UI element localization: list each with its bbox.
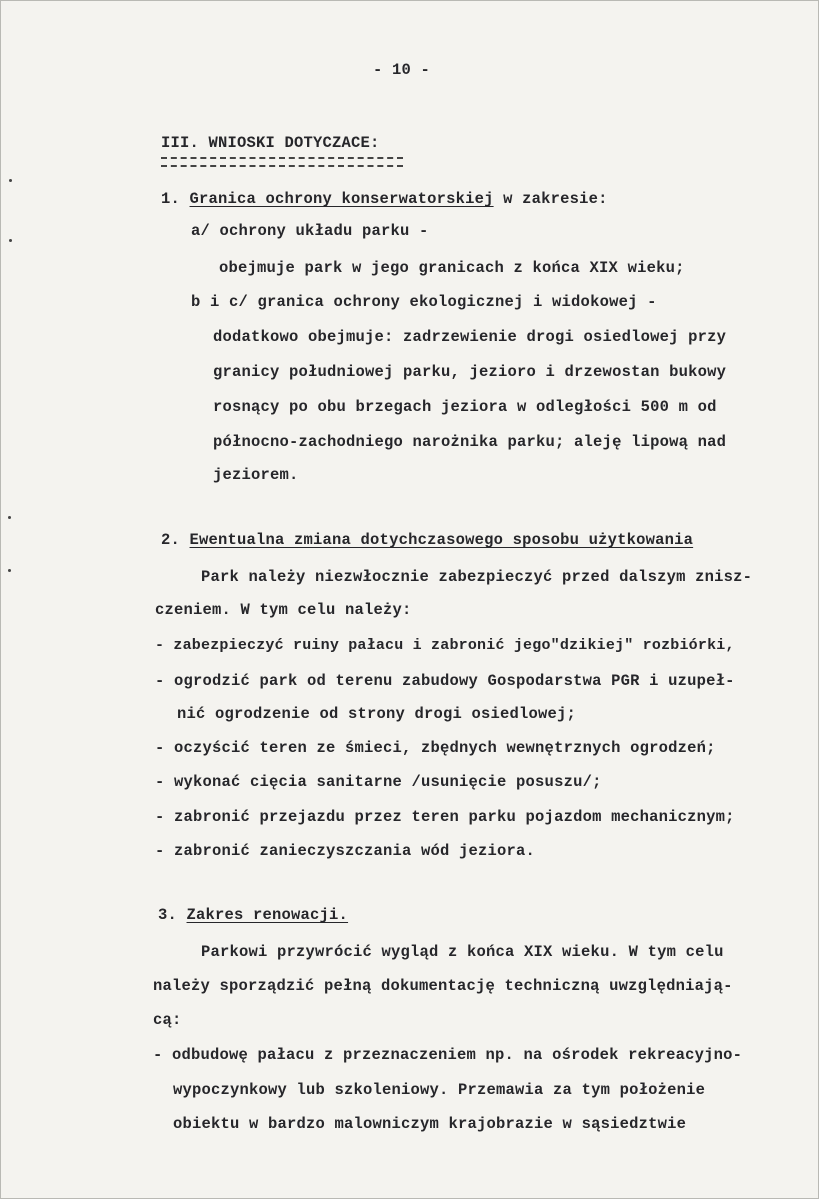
section-1-line: dodatkowo obejmuje: zadrzewienie drogi osiedlowej przy: [213, 328, 727, 346]
section-1-number: 1.: [161, 190, 181, 208]
section-1-title-rest: w zakresie:: [493, 190, 608, 208]
section-2-line: - zabronić zanieczyszczania wód jeziora.: [155, 842, 536, 860]
section-2-line: nić ogrodzenie od strony drogi osiedlowej;: [177, 705, 577, 723]
section-3-line: obiektu w bardzo malowniczym krajobrazie w sąsiedztwie: [173, 1115, 687, 1133]
section-2-line: czeniem. W tym celu należy:: [155, 601, 412, 619]
section-2-line: Park należy niezwłocznie zabezpieczyć przed dalszym znisz-: [201, 568, 753, 586]
scan-speck: [8, 569, 11, 572]
section-2-line: - wykonać cięcia sanitarne /usunięcie posuszu/;: [155, 773, 602, 791]
section-2-line: - zabezpieczyć ruiny pałacu i zabronić jego"dzikiej" rozbiórki,: [155, 637, 735, 654]
section-3-line: wypoczynkowy lub szkoleniowy. Przemawia za tym położenie: [173, 1081, 706, 1099]
section-3-title: Zakres renowacji.: [186, 906, 349, 924]
section-2-number: 2.: [161, 531, 181, 549]
section-1-line: północno-zachodniego narożnika parku; aleję lipową nad: [213, 433, 727, 451]
section-3-heading: [158, 906, 348, 924]
section-1-line: b i c/ granica ochrony ekologicznej i widokowej -: [191, 293, 657, 311]
section-heading: III. WNIOSKI DOTYCZACE:: [161, 134, 380, 152]
scan-speck: [8, 516, 11, 519]
section-3-line: Parkowi przywrócić wygląd z końca XIX wieku. W tym celu: [201, 943, 724, 961]
section-1-line: obejmuje park w jego granicach z końca XIX wieku;: [219, 259, 685, 277]
section-2-title: Ewentualna zmiana dotychczasowego sposobu użytkowania: [189, 531, 694, 549]
section-1-title: Granica ochrony konserwatorskiej: [189, 190, 494, 208]
scan-speck: [9, 239, 12, 242]
heading-double-rule: [161, 157, 403, 167]
section-1-line: rosnący po obu brzegach jeziora w odległości 500 m od: [213, 398, 717, 416]
section-3-line: należy sporządzić pełną dokumentację techniczną uwzględniają-: [153, 977, 733, 995]
page-number: - 10 -: [373, 61, 431, 79]
section-2-line: - ogrodzić park od terenu zabudowy Gospodarstwa PGR i uzupeł-: [155, 672, 735, 690]
section-2-line: - zabronić przejazdu przez teren parku pojazdom mechanicznym;: [155, 808, 735, 826]
section-3-line: cą:: [153, 1011, 182, 1029]
section-3-line: - odbudowę pałacu z przeznaczeniem np. na ośrodek rekreacyjno-: [153, 1046, 743, 1064]
section-1-heading: [161, 190, 608, 208]
section-1-line: jeziorem.: [213, 466, 299, 484]
section-2-line: - oczyścić teren ze śmieci, zbędnych wewnętrznych ogrodzeń;: [155, 739, 716, 757]
section-1-line: granicy południowej parku, jezioro i drzewostan bukowy: [213, 363, 727, 381]
scan-speck: [9, 179, 12, 182]
section-1-line: a/ ochrony układu parku -: [191, 222, 429, 240]
section-2-heading: [161, 531, 693, 549]
section-3-number: 3.: [158, 906, 178, 924]
